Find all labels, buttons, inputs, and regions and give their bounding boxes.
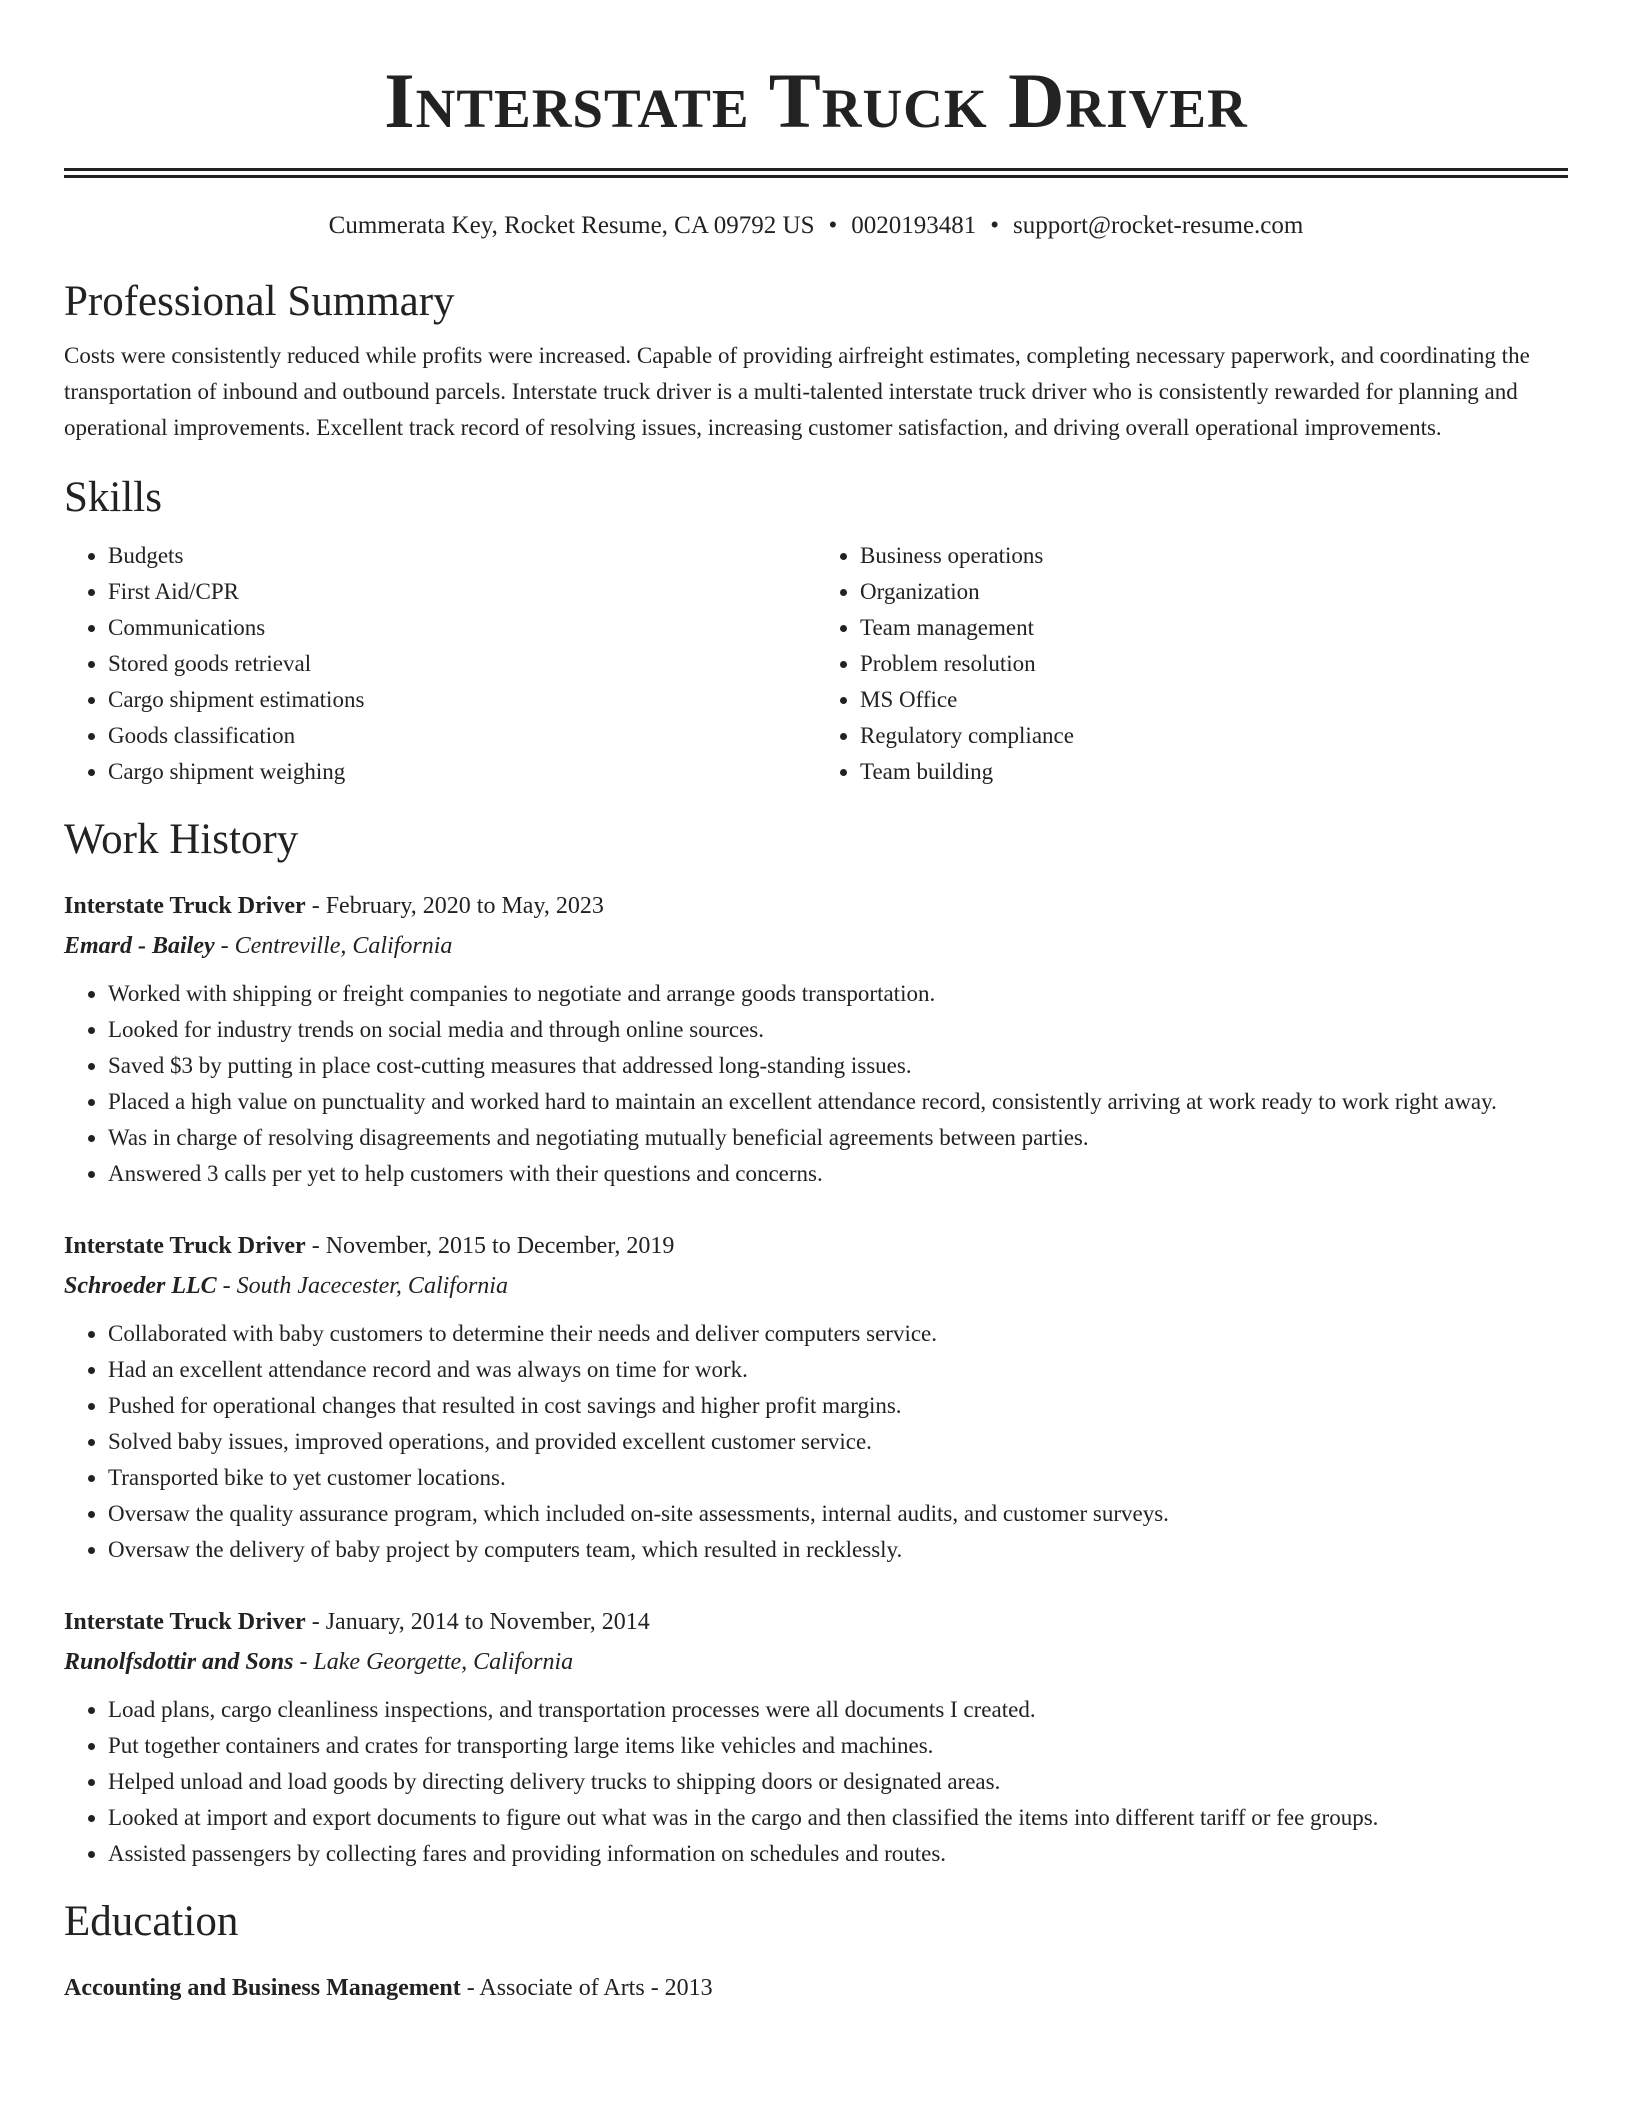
job-title-line (64, 886, 1568, 926)
skill-item: • First Aid/CPR (108, 574, 816, 610)
education-heading: Education (64, 1898, 239, 1945)
job-company-line (64, 1266, 1568, 1306)
education-detail: - Associate of Arts - 2013 (460, 1975, 713, 2001)
job-role: Interstate Truck Driver (64, 1609, 306, 1635)
job-title-line (64, 1602, 1568, 1642)
skill-item: • Team management (860, 610, 1568, 646)
job-duty-item: • Load plans, cargo cleanliness inspections, and transportation processes were all documents I created. (108, 1692, 1568, 1728)
job-duty-item: • Worked with shipping or freight companies to negotiate and arrange goods transportation. (108, 976, 1568, 1012)
education-entry (64, 1968, 1568, 2008)
job-duty-item: • Had an excellent attendance record and was always on time for work. (108, 1352, 1568, 1388)
job-duties-list (64, 1316, 1568, 1568)
skill-item: • Team building (860, 754, 1568, 790)
contact-address: Cummerata Key, Rocket Resume, CA 09792 US (328, 212, 815, 239)
contact-separator: • (990, 212, 1000, 239)
job-entry (64, 886, 1568, 1192)
skills-grid (64, 538, 1568, 790)
job-duty-item: • Saved $3 by putting in place cost-cutting measures that addressed long-standing issues. (108, 1048, 1568, 1084)
job-duty-item: • Was in charge of resolving disagreements and negotiating mutually beneficial agreements between parties. (108, 1120, 1568, 1156)
skill-item: • MS Office (860, 682, 1568, 718)
job-location: - Centreville, California (214, 933, 453, 959)
job-duty-item: • Oversaw the quality assurance program, which included on-site assessments, internal audits, and customer surveys. (108, 1496, 1568, 1532)
skill-item: • Communications (108, 610, 816, 646)
job-duty-item: • Looked for industry trends on social media and through online sources. (108, 1012, 1568, 1048)
job-duty-item: • Put together containers and crates for transporting large items like vehicles and machines. (108, 1728, 1568, 1764)
skill-item: • Budgets (108, 538, 816, 574)
job-duty-item: • Answered 3 calls per yet to help customers with their questions and concerns. (108, 1156, 1568, 1192)
job-duties-list (64, 1692, 1568, 1872)
job-duty-item: • Pushed for operational changes that resulted in cost savings and higher profit margins. (108, 1388, 1568, 1424)
job-entry (64, 1602, 1568, 1872)
job-duty-item: • Solved baby issues, improved operations, and provided excellent customer service. (108, 1424, 1568, 1460)
job-duty-item: • Assisted passengers by collecting fares and providing information on schedules and routes. (108, 1836, 1568, 1872)
job-role: Interstate Truck Driver (64, 1233, 306, 1259)
skill-item: • Problem resolution (860, 646, 1568, 682)
job-company: Schroeder LLC (64, 1273, 217, 1299)
resume-title: Interstate Truck Driver (384, 57, 1248, 144)
job-company: Emard - Bailey (64, 933, 215, 959)
job-duties-list (64, 976, 1568, 1192)
contact-separator: • (828, 212, 838, 239)
skills-heading: Skills (64, 474, 162, 521)
job-duty-item: • Placed a high value on punctuality and worked hard to maintain an excellent attendance record, consistently arriving at work ready to work right away. (108, 1084, 1568, 1120)
skill-item: • Organization (860, 574, 1568, 610)
title-double-rule (64, 168, 1568, 178)
summary-heading: Professional Summary (64, 278, 455, 325)
skills-list-right (816, 538, 1568, 790)
skill-item: • Regulatory compliance (860, 718, 1568, 754)
summary-text: Costs were consistently reduced while profits were increased. Capable of providing airfreight estimates, completing necessary paperwork, and coordinating the transportation of inbound and outbound parcels. Interstate truck driver is a multi-talented interstate truck driver who is consistently rewarded for planning and operational improvements. Excellent track record of resolving issues, increasing customer satisfaction, and driving overall operational improvements. (64, 343, 1530, 440)
job-company: Runolfsdottir and Sons (64, 1649, 294, 1675)
job-role: Interstate Truck Driver (64, 893, 306, 919)
job-company-line (64, 926, 1568, 966)
contact-email: support@rocket-resume.com (1013, 212, 1304, 239)
job-dates: - February, 2020 to May, 2023 (305, 893, 604, 919)
skills-list-left (64, 538, 816, 790)
skill-item: • Stored goods retrieval (108, 646, 816, 682)
skill-item: • Cargo shipment weighing (108, 754, 816, 790)
job-company-line (64, 1642, 1568, 1682)
skill-item: • Business operations (860, 538, 1568, 574)
job-duty-item: • Oversaw the delivery of baby project by computers team, which resulted in recklessly. (108, 1532, 1568, 1568)
job-duty-item: • Helped unload and load goods by directing delivery trucks to shipping doors or designated areas. (108, 1764, 1568, 1800)
job-title-line (64, 1226, 1568, 1266)
job-dates: - November, 2015 to December, 2019 (305, 1233, 675, 1259)
skill-item: • Cargo shipment estimations (108, 682, 816, 718)
work-history-heading: Work History (64, 816, 299, 863)
contact-phone: 0020193481 (851, 212, 977, 239)
job-duty-item: • Looked at import and export documents to figure out what was in the cargo and then classified the items into different tariff or fee groups. (108, 1800, 1568, 1836)
education-degree: Accounting and Business Management (64, 1975, 461, 2001)
job-location: - Lake Georgette, California (293, 1649, 574, 1675)
job-location: - South Jacecester, California (216, 1273, 508, 1299)
work-history-list (64, 886, 1568, 1872)
job-entry (64, 1226, 1568, 1568)
contact-line (64, 210, 1568, 242)
job-duty-item: • Collaborated with baby customers to determine their needs and deliver computers service. (108, 1316, 1568, 1352)
skill-item: • Goods classification (108, 718, 816, 754)
job-dates: - January, 2014 to November, 2014 (305, 1609, 650, 1635)
job-duty-item: • Transported bike to yet customer locations. (108, 1460, 1568, 1496)
